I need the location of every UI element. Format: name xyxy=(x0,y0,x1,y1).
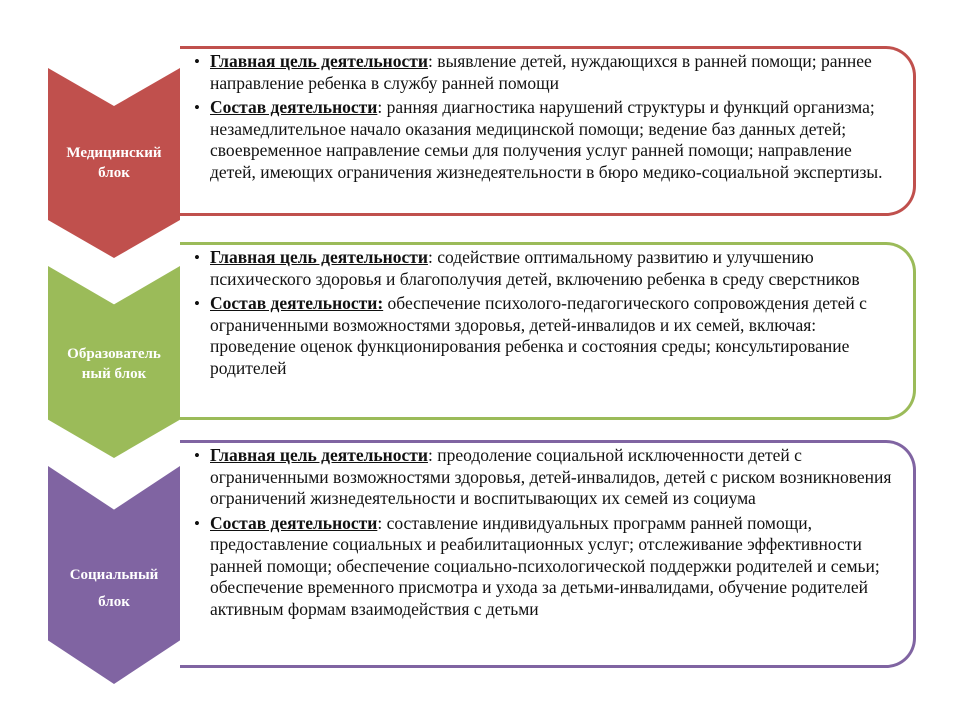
education-block-label xyxy=(48,344,180,384)
medical-composition-colon: : xyxy=(377,97,383,117)
education-goal-item xyxy=(192,247,897,290)
social-composition-text: составление индивидуальных программ ранней помощи, предоставление социальных и реабилитационных услуг; отслеживание эффективности ранней помощи; обеспечение социально-психологической поддержки родителей и семьи; обеспечение временного присмотра и ухода за детьми-инвалидами, обучение родителей активным формам взаимодействия с детьми xyxy=(210,512,880,619)
medical-composition-text: ранняя диагностика нарушений структуры и функций организма; незамедлительное начало оказания медицинской помощи; ведение баз данных детей; своевременное направление семьи для получения услуг ранней помощи; направление детей, имеющих ограничения жизнедеятельности в бюро медико-социальной экспертизы. xyxy=(210,97,883,182)
education-goal-title: Главная цель деятельности xyxy=(210,247,428,267)
education-goal-text: содействие оптимальному развитию и улучшению психического здоровья и благополучия детей, включению ребенка в среду сверстников xyxy=(210,247,860,289)
social-goal-text: преодоление социальной исключенности детей с ограниченными возможностями здоровья, детей-инвалидов, детей с риском возникновения ограничений жизнедеятельности и воспитывающих их семей из социума xyxy=(210,445,892,508)
medical-goal-item xyxy=(192,51,897,94)
medical-panel xyxy=(180,46,916,216)
medical-label-line2: блок xyxy=(98,165,130,181)
social-composition-item xyxy=(192,513,897,621)
education-label-line2: ный блок xyxy=(81,366,147,382)
medical-composition-item xyxy=(192,97,897,183)
education-composition-text: обеспечение психолого-педагогического сопровождения детей с ограниченными возможностями здоровья, детей-инвалидов и их семей, включая: проведение оценок функционирования ребенка и состояния среды; консультирование родителей xyxy=(210,293,867,378)
social-block-label xyxy=(48,562,180,616)
education-composition-title: Состав деятельности: xyxy=(210,293,384,313)
social-label-line2: блок xyxy=(98,594,130,610)
medical-goal-title: Главная цель деятельности xyxy=(210,51,428,71)
social-goal-colon: : xyxy=(427,445,433,465)
social-goal-title: Главная цель деятельности xyxy=(210,445,428,465)
medical-label-line1: Медицинский xyxy=(66,145,162,161)
education-panel xyxy=(180,242,916,420)
medical-composition-title: Состав деятельности xyxy=(210,97,378,117)
medical-goal-colon: : xyxy=(427,51,433,71)
social-panel xyxy=(180,440,916,668)
social-composition-colon: : xyxy=(377,512,383,533)
education-label-line1: Образователь xyxy=(67,346,161,362)
education-composition-item xyxy=(192,293,897,379)
medical-goal-text: выявление детей, нуждающихся в ранней помощи; раннее направление ребенка в службу ранней помощи xyxy=(210,51,872,93)
social-label-line1: Социальный xyxy=(69,567,159,583)
social-composition-title: Состав деятельности xyxy=(210,512,378,533)
education-goal-colon: : xyxy=(427,247,433,267)
medical-block-label xyxy=(48,143,180,183)
social-goal-item xyxy=(192,445,897,510)
